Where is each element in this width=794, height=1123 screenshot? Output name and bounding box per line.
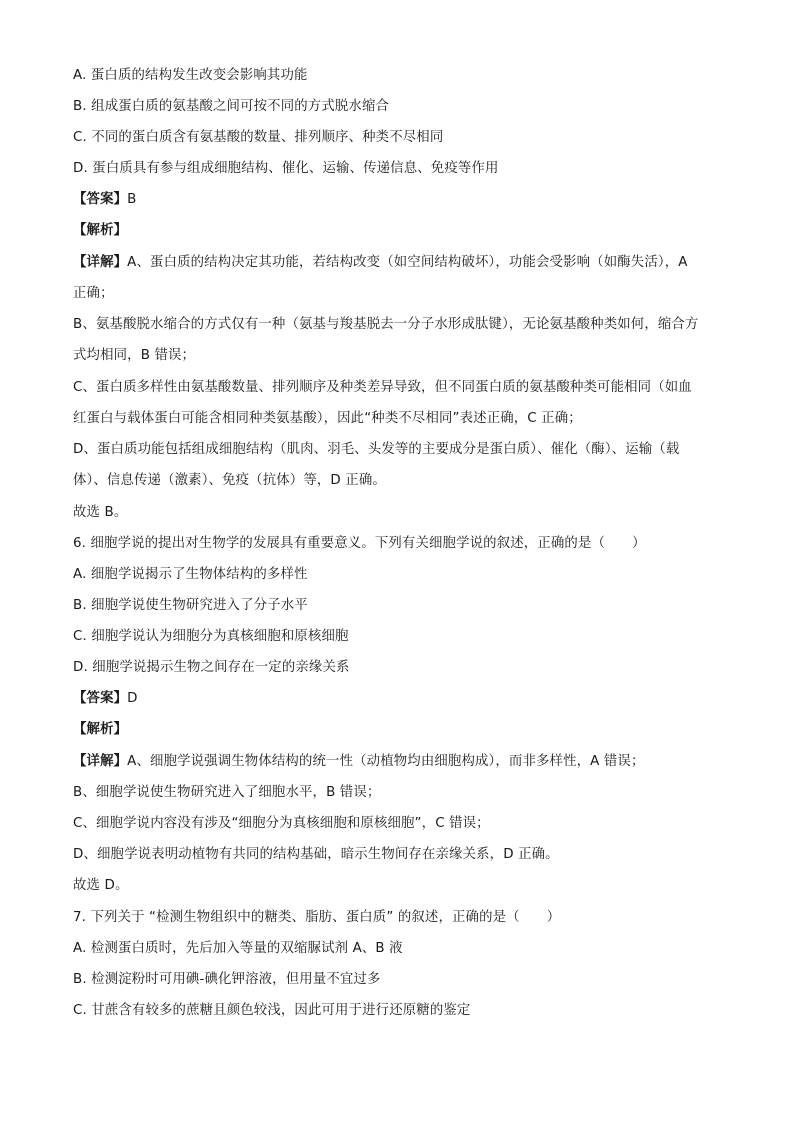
q7-option-a: A. 检测蛋白质时，先后加入等量的双缩脲试剂 A、B 液 bbox=[73, 941, 403, 956]
detail-tag: 【详解】 bbox=[73, 255, 128, 270]
q6-detail-c: C、细胞学说内容没有涉及“细胞分为真核细胞和原核细胞”，C 错误； bbox=[73, 816, 490, 831]
answer-tag: 【答案】 bbox=[73, 691, 128, 706]
q5-detail-d-line1: D、蛋白质功能包括组成细胞结构（肌肉、羽毛、头发等的主要成分是蛋白质）、催化（酶）、运输（载 bbox=[73, 442, 680, 457]
answer-value: D bbox=[127, 691, 138, 706]
q6-detail-b: B、细胞学说使生物研究进入了细胞水平，B 错误； bbox=[73, 785, 381, 800]
q7-option-b: B. 检测淀粉时可用碘-碘化钾溶液，但用量不宜过多 bbox=[73, 972, 381, 987]
answer-value: B bbox=[127, 192, 137, 207]
detail-a-text: A、蛋白质的结构决定其功能，若结构改变（如空间结构破坏），功能会受影响（如酶失活），A bbox=[127, 255, 688, 270]
q5-detail-d-line2: 体）、信息传递（激素）、免疫（抗体）等，D 正确。 bbox=[73, 473, 386, 488]
q5-detail-a-line2: 正确； bbox=[73, 286, 114, 301]
q5-option-d: D. 蛋白质具有参与组成细胞结构、催化、运输、传递信息、免疫等作用 bbox=[73, 161, 499, 176]
q6-answer bbox=[73, 689, 723, 709]
q6-option-b: B. 细胞学说使生物研究进入了分子水平 bbox=[73, 598, 308, 613]
answer-tag: 【答案】 bbox=[73, 192, 128, 207]
q6-option-c: C. 细胞学说认为细胞分为真核细胞和原核细胞 bbox=[73, 629, 349, 644]
q5-option-a: A. 蛋白质的结构发生改变会影响其功能 bbox=[73, 68, 308, 83]
q5-conclusion: 故选 B。 bbox=[73, 505, 128, 520]
q5-detail-a-line1 bbox=[73, 253, 723, 273]
q6-detail-d: D、细胞学说表明动植物有共同的结构基础，暗示生物间存在亲缘关系，D 正确。 bbox=[73, 847, 559, 862]
q5-option-b: B. 组成蛋白质的氨基酸之间可按不同的方式脱水缩合 bbox=[73, 99, 390, 114]
q5-answer bbox=[73, 190, 723, 210]
q7-stem: 7. 下列关于 “检测生物组织中的糖类、脂肪、蛋白质” 的叙述，正确的是（ ） bbox=[73, 910, 561, 925]
q5-analysis-tag: 【解析】 bbox=[73, 223, 128, 238]
q6-analysis-tag: 【解析】 bbox=[73, 722, 128, 737]
q5-detail-b-line2: 式均相同，B 错误； bbox=[73, 348, 196, 363]
detail-a-text: A、细胞学说强调生物体结构的统一性（动植物均由细胞构成），而非多样性，A 错误； bbox=[127, 754, 645, 769]
q6-option-a: A. 细胞学说揭示了生物体结构的多样性 bbox=[73, 567, 308, 582]
q6-option-d: D. 细胞学说揭示生物之间存在一定的亲缘关系 bbox=[73, 660, 350, 675]
q5-detail-b-line1: B、氨基酸脱水缩合的方式仅有一种（氨基与羧基脱去一分子水形成肽键），无论氨基酸种类如何，缩合方 bbox=[73, 317, 699, 332]
q6-conclusion: 故选 D。 bbox=[73, 878, 129, 893]
q6-stem: 6. 细胞学说的提出对生物学的发展具有重要意义。下列有关细胞学说的叙述，正确的是（ ） bbox=[73, 536, 646, 551]
detail-tag: 【详解】 bbox=[73, 754, 128, 769]
q7-option-c: C. 甘蔗含有较多的蔗糖且颜色较浅，因此可用于进行还原糖的鉴定 bbox=[73, 1003, 471, 1018]
q5-detail-c-line1: C、蛋白质多样性由氨基酸数量、排列顺序及种类差异导致，但不同蛋白质的氨基酸种类可能相同（如血 bbox=[73, 380, 692, 395]
q6-detail-a bbox=[73, 752, 723, 772]
q5-detail-c-line2: 红蛋白与载体蛋白可能含相同种类氨基酸），因此“种类不尽相同”表述正确，C 正确； bbox=[73, 411, 582, 426]
q5-option-c: C. 不同的蛋白质含有氨基酸的数量、排列顺序、种类不尽相同 bbox=[73, 130, 444, 145]
